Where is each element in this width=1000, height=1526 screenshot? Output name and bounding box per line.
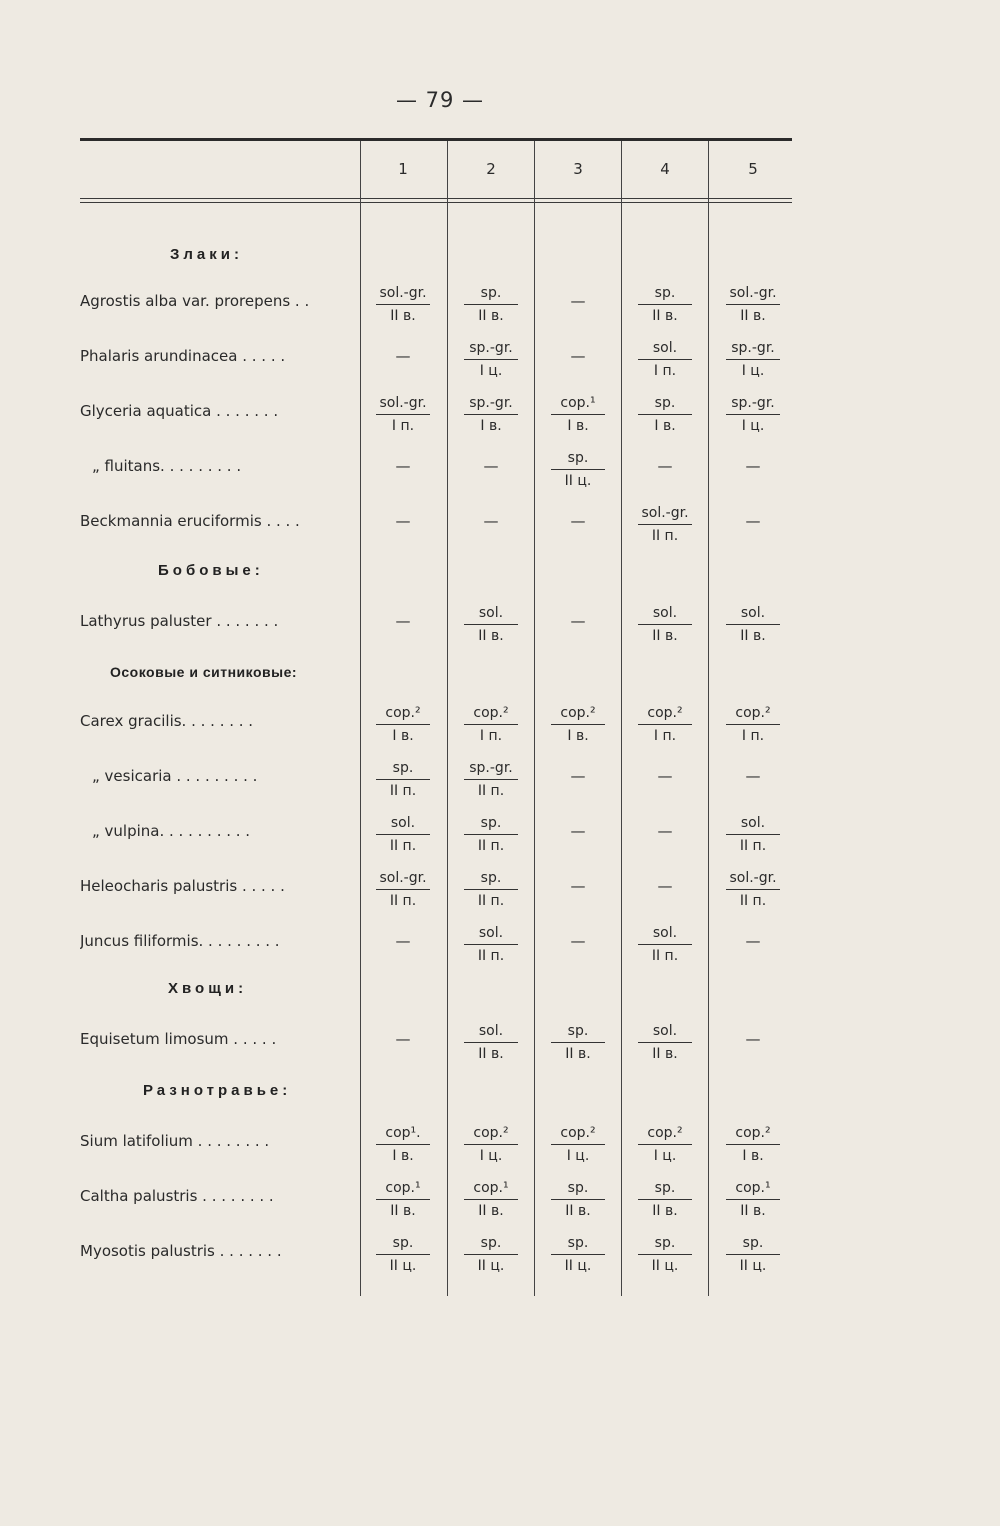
fraction-line [638,359,692,360]
abundance-cell [448,924,534,965]
height-class: II в. [478,1046,504,1062]
section-title: Разнотравье: [143,1082,292,1099]
height-class: II п. [739,893,767,909]
fraction-line [638,1199,692,1200]
abundance-value: sol. [740,605,766,621]
fraction-line [464,1042,518,1043]
abundance-value: sp.-gr. [469,340,513,356]
fraction-line [638,624,692,625]
fraction-line [726,1254,780,1255]
fraction-line [726,889,780,890]
abundance-value: sol. [740,815,766,831]
abundance-cell [710,457,796,475]
species-name: Sium latifolium . . . . . . . . [80,1132,270,1150]
abundance-value: sp. [567,1235,589,1251]
abundance-value: sp. [567,1180,589,1196]
empty-dash: — [745,767,761,785]
empty-dash: — [395,457,411,475]
abundance-cell [535,767,621,785]
abundance-cell [448,1124,534,1165]
species-name: Equisetum limosum . . . . . [80,1030,277,1048]
abundance-cell [360,1124,446,1165]
height-class: II в. [565,1046,591,1062]
height-class: II п. [477,783,505,799]
abundance-cell [360,1179,446,1220]
abundance-value: sol. [652,925,678,941]
section-title: Осоковые и ситниковые: [110,664,298,680]
height-class: I в. [567,728,589,744]
abundance-cell [710,704,796,745]
abundance-cell [710,284,796,325]
empty-dash: — [483,512,499,530]
abundance-value: sol. [478,925,504,941]
height-class: II в. [652,628,678,644]
abundance-cell [535,612,621,630]
abundance-cell [448,512,534,530]
empty-dash: — [570,512,586,530]
abundance-value: sp. [654,285,676,301]
abundance-value: cop.¹ [560,395,596,411]
height-class: II п. [477,948,505,964]
abundance-value: sp. [654,395,676,411]
empty-dash: — [570,822,586,840]
species-name: „ vulpina. . . . . . . . . . [92,822,251,840]
height-class: II п. [651,948,679,964]
species-name: Juncus filiformis. . . . . . . . . [80,932,280,950]
height-class: II ц. [651,1258,679,1274]
height-class: I в. [567,418,589,434]
column-header: 2 [486,160,496,178]
fraction-line [551,469,605,470]
height-class: I в. [392,1148,414,1164]
section-title: Бобовые: [158,562,264,579]
column-header: 5 [748,160,758,178]
empty-dash: — [570,932,586,950]
abundance-value: cop.² [735,705,771,721]
empty-dash: — [745,1030,761,1048]
fraction-line [638,524,692,525]
abundance-value: sol. [390,815,416,831]
empty-dash: — [657,457,673,475]
abundance-cell [360,612,446,630]
abundance-value: cop.² [735,1125,771,1141]
abundance-cell [622,604,708,645]
empty-dash: — [483,457,499,475]
abundance-cell [360,457,446,475]
height-class: II в. [652,308,678,324]
fraction-line [376,889,430,890]
abundance-cell [710,1124,796,1165]
fraction-line [376,304,430,305]
fraction-line [376,1199,430,1200]
height-class: I ц. [653,1148,677,1164]
height-class: II в. [740,628,766,644]
fraction-line [464,1254,518,1255]
fraction-line [638,944,692,945]
species-name: Heleocharis palustris . . . . . [80,877,285,895]
abundance-value: cop.² [473,1125,509,1141]
abundance-value: sol.-gr. [379,395,427,411]
abundance-cell [622,504,708,545]
abundance-cell [448,457,534,475]
height-class: II п. [389,838,417,854]
fraction-line [464,359,518,360]
fraction-line [726,359,780,360]
empty-dash: — [745,512,761,530]
abundance-value: sol. [652,605,678,621]
abundance-cell [535,394,621,435]
abundance-cell [622,1022,708,1063]
empty-dash: — [395,932,411,950]
abundance-cell [360,1234,446,1275]
abundance-cell [710,1030,796,1048]
abundance-value: sp. [742,1235,764,1251]
fraction-line [551,1254,605,1255]
abundance-value: cop.² [385,705,421,721]
abundance-value: cop.² [560,1125,596,1141]
abundance-cell [710,394,796,435]
abundance-cell [448,604,534,645]
height-class: II в. [652,1046,678,1062]
abundance-cell [360,284,446,325]
height-class: II в. [740,308,766,324]
fraction-line [726,1199,780,1200]
table-top-rule [80,138,792,141]
abundance-cell [360,512,446,530]
fraction-line [726,1144,780,1145]
empty-dash: — [570,612,586,630]
height-class: I ц. [479,1148,503,1164]
fraction-line [551,1042,605,1043]
abundance-value: cop.¹ [473,1180,509,1196]
fraction-line [464,1144,518,1145]
height-class: II в. [565,1203,591,1219]
abundance-cell [622,1179,708,1220]
species-name: Myosotis palustris . . . . . . . [80,1242,282,1260]
abundance-value: sol. [652,1023,678,1039]
fraction-line [376,414,430,415]
abundance-cell [448,814,534,855]
abundance-value: sol.-gr. [379,870,427,886]
fraction-line [464,724,518,725]
column-header: 3 [573,160,583,178]
species-name: „ fluitans. . . . . . . . . [92,457,242,475]
abundance-cell [622,877,708,895]
abundance-value: sp.-gr. [469,760,513,776]
empty-dash: — [395,1030,411,1048]
abundance-value: cop¹. [385,1125,421,1141]
fraction-line [638,1144,692,1145]
abundance-cell [535,449,621,490]
abundance-cell [622,924,708,965]
column-header: 1 [398,160,408,178]
height-class: II в. [478,308,504,324]
height-class: II ц. [564,1258,592,1274]
abundance-value: sp. [480,815,502,831]
height-class: II ц. [477,1258,505,1274]
abundance-cell [622,1234,708,1275]
height-class: I в. [480,418,502,434]
header-rule-double [80,202,792,203]
fraction-line [638,414,692,415]
abundance-cell [622,284,708,325]
fraction-line [638,304,692,305]
abundance-value: sol.-gr. [641,505,689,521]
abundance-cell [448,759,534,800]
abundance-value: sol.-gr. [379,285,427,301]
abundance-cell [710,1179,796,1220]
abundance-cell [535,932,621,950]
height-class: II п. [389,893,417,909]
empty-dash: — [570,292,586,310]
fraction-line [551,724,605,725]
abundance-cell [448,1022,534,1063]
abundance-cell [622,1124,708,1165]
page-number: — 79 — [395,88,485,112]
abundance-value: sp. [567,1023,589,1039]
empty-dash: — [657,767,673,785]
height-class: II п. [477,893,505,909]
height-class: II в. [390,1203,416,1219]
abundance-value: cop.² [473,705,509,721]
abundance-cell [448,1234,534,1275]
height-class: I п. [479,728,503,744]
empty-dash: — [657,877,673,895]
height-class: II в. [478,1203,504,1219]
abundance-cell [448,1179,534,1220]
abundance-cell [448,704,534,745]
column-header: 4 [660,160,670,178]
abundance-cell [622,394,708,435]
abundance-cell [710,869,796,910]
height-class: I п. [653,363,677,379]
empty-dash: — [570,877,586,895]
abundance-value: sp. [480,870,502,886]
abundance-cell [710,604,796,645]
abundance-value: sol.-gr. [729,285,777,301]
fraction-line [376,724,430,725]
abundance-cell [622,339,708,380]
abundance-cell [710,932,796,950]
height-class: II ц. [739,1258,767,1274]
height-class: I в. [742,1148,764,1164]
abundance-value: cop.¹ [385,1180,421,1196]
fraction-line [464,889,518,890]
fraction-line [464,779,518,780]
abundance-value: sol. [478,605,504,621]
fraction-line [464,304,518,305]
height-class: I в. [392,728,414,744]
section-title: Хвощи: [168,980,248,997]
abundance-value: sp.-gr. [731,340,775,356]
abundance-cell [535,704,621,745]
abundance-value: sp. [392,1235,414,1251]
abundance-cell [710,512,796,530]
empty-dash: — [395,612,411,630]
height-class: II ц. [389,1258,417,1274]
species-name: „ vesicaria . . . . . . . . . [92,767,258,785]
abundance-cell [360,932,446,950]
height-class: I п. [741,728,765,744]
abundance-value: sol. [478,1023,504,1039]
fraction-line [551,1199,605,1200]
abundance-value: cop.² [647,1125,683,1141]
height-class: I п. [653,728,677,744]
species-name: Carex gracilis. . . . . . . . [80,712,254,730]
height-class: I ц. [566,1148,590,1164]
abundance-cell [448,339,534,380]
height-class: I ц. [741,418,765,434]
abundance-cell [360,869,446,910]
abundance-cell [448,284,534,325]
fraction-line [464,624,518,625]
abundance-cell [622,767,708,785]
fraction-line [376,779,430,780]
height-class: II ц. [564,473,592,489]
height-class: II в. [652,1203,678,1219]
fraction-line [464,944,518,945]
fraction-line [464,834,518,835]
fraction-line [726,304,780,305]
abundance-cell [622,822,708,840]
abundance-value: sol.-gr. [729,870,777,886]
empty-dash: — [745,932,761,950]
fraction-line [376,1144,430,1145]
column-divider [708,141,709,1296]
abundance-cell [535,822,621,840]
height-class: I ц. [741,363,765,379]
height-class: II п. [739,838,767,854]
abundance-value: sp. [654,1180,676,1196]
fraction-line [464,1199,518,1200]
abundance-cell [448,394,534,435]
abundance-cell [535,1022,621,1063]
section-title: Злаки: [170,246,243,263]
height-class: I в. [654,418,676,434]
abundance-value: sol. [652,340,678,356]
abundance-cell [710,814,796,855]
abundance-cell [360,759,446,800]
species-name: Agrostis alba var. prorepens . . [80,292,310,310]
abundance-value: sp.-gr. [469,395,513,411]
abundance-cell [622,457,708,475]
abundance-value: sp. [654,1235,676,1251]
species-name: Phalaris arundinacea . . . . . [80,347,286,365]
empty-dash: — [570,767,586,785]
abundance-cell [535,292,621,310]
abundance-cell [535,1179,621,1220]
height-class: II в. [478,628,504,644]
height-class: II п. [651,528,679,544]
abundance-cell [622,704,708,745]
fraction-line [726,414,780,415]
height-class: II п. [477,838,505,854]
species-name: Lathyrus paluster . . . . . . . [80,612,279,630]
abundance-cell [360,347,446,365]
fraction-line [638,1042,692,1043]
height-class: II п. [389,783,417,799]
abundance-value: cop.² [647,705,683,721]
header-rule [80,198,792,199]
fraction-line [726,834,780,835]
fraction-line [464,414,518,415]
abundance-cell [360,814,446,855]
abundance-cell [535,512,621,530]
fraction-line [726,724,780,725]
abundance-value: sp. [480,1235,502,1251]
abundance-cell [448,869,534,910]
species-name: Beckmannia eruciformis . . . . [80,512,300,530]
empty-dash: — [395,512,411,530]
abundance-cell [535,347,621,365]
height-class: I ц. [479,363,503,379]
fraction-line [726,624,780,625]
abundance-value: sp. [392,760,414,776]
height-class: II в. [740,1203,766,1219]
empty-dash: — [657,822,673,840]
abundance-value: sp. [480,285,502,301]
abundance-cell [535,1124,621,1165]
species-name: Caltha palustris . . . . . . . . [80,1187,274,1205]
fraction-line [376,1254,430,1255]
height-class: I п. [391,418,415,434]
abundance-value: cop.² [560,705,596,721]
fraction-line [638,1254,692,1255]
fraction-line [551,1144,605,1145]
abundance-cell [360,394,446,435]
height-class: II в. [390,308,416,324]
empty-dash: — [570,347,586,365]
fraction-line [376,834,430,835]
abundance-cell [535,1234,621,1275]
abundance-cell [535,877,621,895]
fraction-line [638,724,692,725]
abundance-cell [360,1030,446,1048]
empty-dash: — [745,457,761,475]
abundance-value: sp. [567,450,589,466]
abundance-cell [710,1234,796,1275]
empty-dash: — [395,347,411,365]
species-name: Glyceria aquatica . . . . . . . [80,402,279,420]
fraction-line [551,414,605,415]
abundance-cell [710,767,796,785]
abundance-cell [710,339,796,380]
abundance-cell [360,704,446,745]
abundance-value: sp.-gr. [731,395,775,411]
abundance-value: cop.¹ [735,1180,771,1196]
